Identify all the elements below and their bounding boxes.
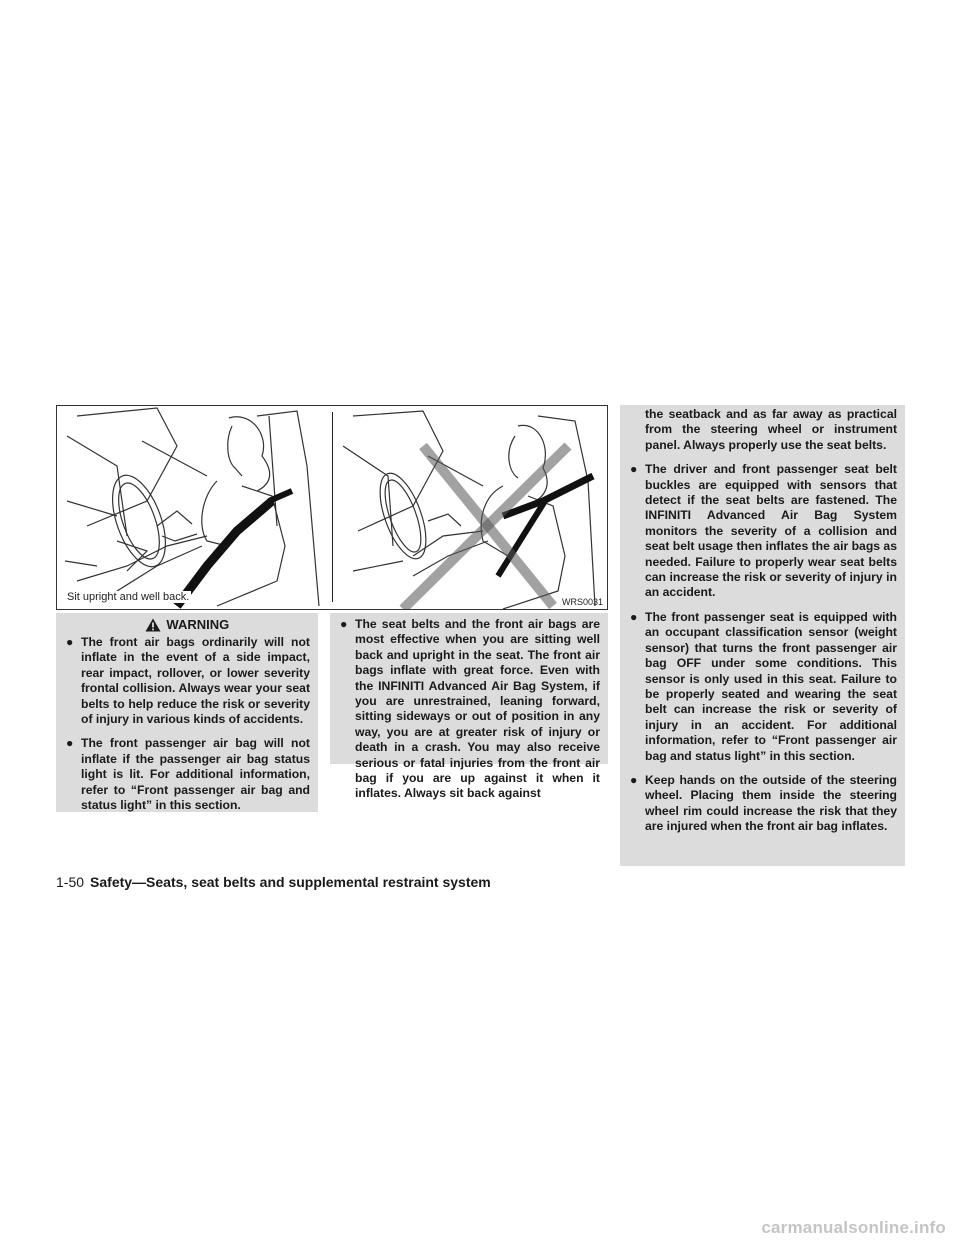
illustration-correct-posture [57,406,332,609]
warning-triangle-icon [145,618,161,632]
continued-text: the seatback and as far away as practical from the steering wheel or instrument panel. Always properly use the seat belts. [645,407,897,452]
list-item [340,617,600,802]
warning-column-2 [330,613,608,801]
list-item-text: Keep hands on the outside of the steering wheel. Placing them inside the steering wheel rim could increase the risk that they are injured when the front air bag inflates. [645,772,897,834]
list-item [66,736,310,813]
bullet-icon: ● [630,609,638,624]
bullet-icon: ● [630,772,638,787]
page-number: 1-50 [56,874,85,890]
warning-column-1 [56,613,318,812]
list-item [630,773,897,835]
bullet-icon: ● [66,635,74,649]
list-item [630,610,897,764]
warning-column-3 [620,405,905,866]
bullet-icon: ● [340,617,348,631]
bullet-icon: ● [66,736,74,751]
list-item-text: The driver and front passenger seat belt buckles are equipped with sensors that detect if the seat belts are fastened. The INFINITI Advanced Air Bag System monitors the severity of a collision and seat belt usage then inflates the air bags as needed. Failure to properly wear seat belts can increase the risk or severity of injury in an accident. [645,462,897,600]
page-footer [56,874,491,890]
bullet-icon: ● [630,462,638,477]
list-item [66,635,310,727]
illustration-figure [56,405,608,610]
list-item-text: The front passenger air bag will not inflate if the passenger air bag status light is lit. For additional information, refer to “Front passenger air bag and status light” in this section. [81,736,310,813]
figure-code: WRS0031 [561,597,603,607]
warning-heading [56,617,318,632]
list-item-text: The front passenger seat is equipped with an occupant classification sensor (weight sensor) that turns the front passenger air bag OFF under some conditions. This sensor is only used in this seat. Failure to be properly seated and wearing the seat belt can increase the risk or severity of injury in an accident. For additional information, refer to “Front passenger air bag and status light” in this section. [645,609,897,763]
list-item [630,462,897,601]
list-item-text: The seat belts and the front air bags are most effective when you are sitting well back and upright in the seat. The front air bags inflate with great force. Even with the INFINITI Advanced Air Bag System, if you are unrestrained, leaning forward, sitting sideways or out of position in any way, you are at greater risk of injury or death in a crash. You may also receive serious or fatal injuries from the front air bag if you are up against it when it inflates. Always sit back against [355,617,600,801]
section-title: Safety—Seats, seat belts and supplemental restraint system [90,874,491,890]
watermark: carmanualsonline.info [761,1218,946,1237]
warning-title: WARNING [166,617,230,632]
illustration-incorrect-posture [333,406,607,609]
figure-caption: Sit upright and well back. [67,591,190,603]
list-item-text: The front air bags ordinarily will not inflate in the event of a side impact, rear impact, rollover, or lower severity frontal collision. Always wear your seat belts to help reduce the risk or severity of injury in various kinds of accidents. [81,635,310,727]
